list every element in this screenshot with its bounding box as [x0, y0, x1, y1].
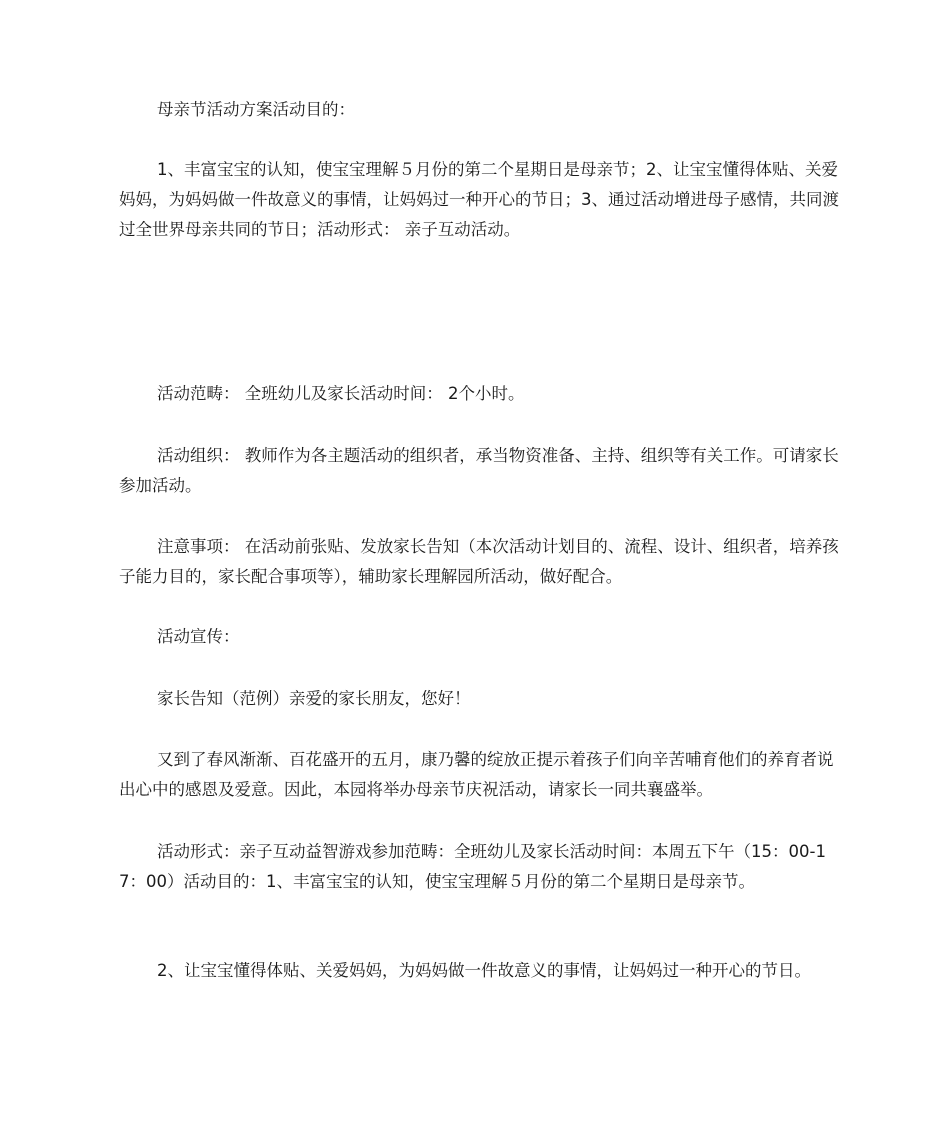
paragraph-goals: 1、丰富宝宝的认知，使宝宝理解５月份的第二个星期日是母亲节；2、让宝宝懂得体贴、关爱妈妈，为妈妈做一件故意义的事情，让妈妈过一种开心的节日；3、通过活动增进母子感情，共同渡过全世界母亲共同的节日；活动形式： 亲子互动活动。 [119, 160, 839, 239]
paragraph-heading: 母亲节活动方案活动目的： [157, 100, 355, 119]
paragraph-goal-two: 2、让宝宝懂得体贴、关爱妈妈，为妈妈做一件故意义的事情，让妈妈过一种开心的节日。 [157, 961, 811, 980]
paragraph-promotion: 活动宣传： [157, 627, 240, 646]
paragraph-notes: 注意事项： 在活动前张贴、发放家长告知（本次活动计划目的、流程、设计、组织者，培养孩子能力目的，家长配合事项等），辅助家长理解园所活动，做好配合。 [119, 537, 839, 586]
paragraph-scope: 活动范畴： 全班幼儿及家长活动时间： 2个小时。 [157, 384, 525, 403]
paragraph-activity-details: 活动形式：亲子互动益智游戏参加范畴：全班幼儿及家长活动时间：本周五下午（15：00-17：00）活动目的：1、丰富宝宝的认知，使宝宝理解５月份的第二个星期日是母亲节。 [119, 842, 826, 891]
paragraph-notice-body: 又到了春风渐渐、百花盛开的五月，康乃馨的绽放正提示着孩子们向辛苦哺育他们的养育者说出心中的感恩及爱意。因此，本园将举办母亲节庆祝活动，请家长一同共襄盛举。 [119, 750, 834, 799]
paragraph-notice-greeting: 家长告知（范例）亲爱的家长朋友，您好！ [157, 689, 471, 708]
paragraph-organization: 活动组织： 教师作为各主题活动的组织者，承当物资准备、主持、组织等有关工作。可请家长参加活动。 [119, 446, 839, 495]
